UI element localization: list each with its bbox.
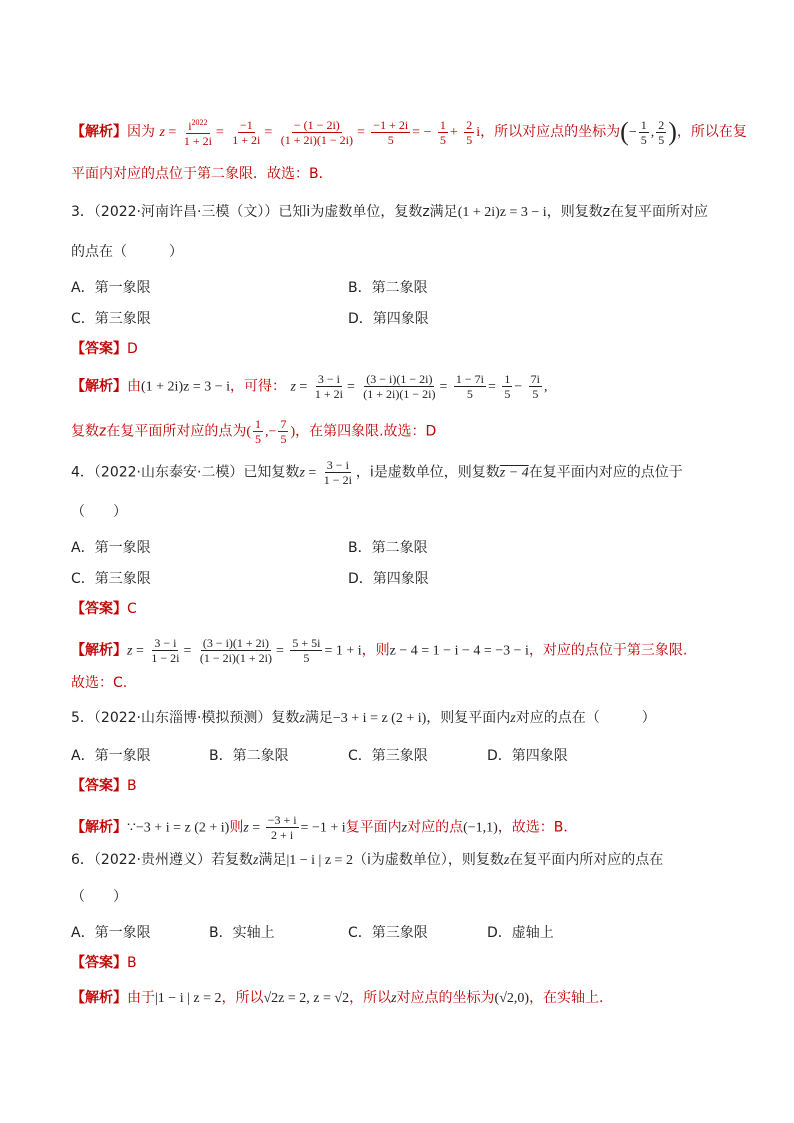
q3-option-b[interactable]: B．第二象限 — [348, 280, 428, 296]
q4-stem: 4．（2022·山东泰安·二模）已知复数z = $\frac{3 - i}{1 - 2i}$ ，i是虚数单位，则复数z − 4在复平面内对应的点位于 — [71, 458, 683, 487]
q4-answer: 【答案】C — [71, 601, 137, 617]
analysis-text: 因为 — [127, 124, 155, 140]
q3-option-d[interactable]: D．第四象限 — [348, 311, 429, 327]
q5-option-d[interactable]: D．第四象限 — [487, 748, 568, 764]
q6-option-b[interactable]: B．实轴上 — [209, 925, 275, 941]
q6-paren: （ ） — [71, 889, 127, 905]
q3-stem-2: 的点在（ ） — [71, 244, 183, 260]
q3-analysis-2: 复数z在复平面所对应的点为( $\frac{1}{5}$ ,− $\frac{7}{5}$ )，在第四象限.故选：D — [71, 417, 437, 446]
q6-analysis: 【解析】由于|1 − i | z = 2，所以√2z = 2, z = √2，所以z对应点的坐标为(√2,0)，在实轴上. — [71, 990, 604, 1006]
analysis-line-2: 平面内对应的点位于第二象限．故选：B． — [71, 166, 333, 182]
q4-analysis: 【解析】z = $\frac{3 - i}{1 - 2i}$ = $\frac{(3 - i)(1 + 2i)}{(1 - 2i)(1 + 2i)}$ = $\frac{5 + 5i}{5}$ = 1 + i，则z − 4 = 1 − i − 4 = −3 − i，对应的点位于第三象限. — [71, 636, 688, 665]
analysis-tag: 【解析】 — [71, 124, 127, 140]
q4-paren: （ ） — [71, 504, 127, 520]
fraction: $\frac{(3 - i)(1 + 2i)}{(1 - 2i)(1 + 2i)}$ — [199, 636, 273, 665]
q5-option-b[interactable]: B．第二象限 — [209, 748, 289, 764]
fraction: $\frac{1}{5}$ — [255, 417, 262, 446]
q5-option-a[interactable]: A．第一象限 — [71, 748, 151, 764]
fraction: $\frac{(3 - i)(1 - 2i)}{(1 + 2i)(1 - 2i)}$ — [363, 372, 436, 401]
q5-option-c[interactable]: C．第三象限 — [348, 748, 428, 764]
fraction: $\frac{1}{5}$ — [640, 117, 647, 147]
fraction: $\frac{3 - i}{1 - 2i}$ — [323, 458, 352, 487]
q4-option-a[interactable]: A．第一象限 — [71, 540, 151, 556]
q5-analysis: 【解析】∵−3 + i = z (2 + i)则z = $\frac{-3 + i}{2 + i}$ = −1 + i复平面内z对应的点(−1,1)，故选：B． — [71, 813, 578, 842]
fraction: $\frac{-3 + i}{2 + i}$ — [267, 813, 297, 842]
q4-option-c[interactable]: C．第三象限 — [71, 571, 151, 587]
q3-stem: 3．（2022·河南许昌·三模（文））已知i为虚数单位，复数z满足(1 + 2i)z = 3 − i，则复数z在复平面所对应 — [71, 204, 709, 220]
q3-option-c[interactable]: C．第三象限 — [71, 311, 151, 327]
q3-analysis: 【解析】由(1 + 2i)z = 3 − i，可得： z = $\frac{3 - i}{1 + 2i}$ = $\frac{(3 - i)(1 - 2i)}{(1 + 2i)(1 - 2i)}$ = $\frac{1 - 7i}{5}$ = $\frac{1}{5}$ − $\frac{7i}{5}$ , — [71, 372, 548, 401]
fraction: $\frac{2}{5}$ — [466, 117, 473, 147]
fraction: $\frac{3 - i}{1 - 2i}$ — [151, 636, 180, 665]
analysis-line-1: 【解析】因为 z = $\frac{i^{2022}}{1 + 2i}$ = $\frac{-1}{1 + 2i}$ = $\frac{- (1 - 2i)}{(1 + 2i)(1 - 2i)}$ = $\frac{-1 + 2i}{5}$ = − $\frac{1}{5}$ + $\frac{2}{5}$ i，所以对应点的坐标为(− $\frac{1}{5}$ , $\frac{2}{5}$ )，所以在复 — [71, 117, 747, 148]
fraction: $\frac{-1 + 2i}{5}$ — [373, 117, 409, 147]
q4-option-b[interactable]: B．第二象限 — [348, 540, 428, 556]
q6-answer: 【答案】B — [71, 955, 137, 971]
fraction: $\frac{7}{5}$ — [280, 417, 287, 446]
q3-answer: 【答案】D — [71, 341, 138, 357]
q5-answer: 【答案】B — [71, 778, 137, 794]
fraction: $\frac{i^{2022}}{1 + 2i}$ — [183, 118, 212, 148]
q6-stem: 6．（2022·贵州遵义）若复数z满足|1 − i | z = 2（i为虚数单位），则复数z在复平面内所对应的点在 — [71, 852, 664, 868]
fraction: $\frac{1}{5}$ — [439, 117, 446, 147]
q6-option-a[interactable]: A．第一象限 — [71, 925, 151, 941]
q4-analysis-2: 故选：C. — [71, 675, 128, 691]
fraction: $\frac{7i}{5}$ — [530, 372, 541, 401]
fraction: $\frac{5 + 5i}{5}$ — [292, 636, 321, 665]
q5-stem: 5．（2022·山东淄博·模拟预测）复数z满足−3 + i = z (2 + i)，则复平面内z对应的点在（ ） — [71, 710, 656, 726]
fraction: $\frac{1}{5}$ — [504, 372, 511, 401]
q6-option-d[interactable]: D．虚轴上 — [487, 925, 554, 941]
q4-option-d[interactable]: D．第四象限 — [348, 571, 429, 587]
q6-option-c[interactable]: C．第三象限 — [348, 925, 428, 941]
fraction: $\frac{2}{5}$ — [658, 117, 665, 147]
fraction: $\frac{1 - 7i}{5}$ — [455, 372, 484, 401]
fraction: $\frac{- (1 - 2i)}{(1 + 2i)(1 - 2i)}$ — [280, 117, 353, 147]
fraction: $\frac{3 - i}{1 + 2i}$ — [314, 372, 343, 401]
q3-option-a[interactable]: A．第一象限 — [71, 280, 151, 296]
fraction: $\frac{-1}{1 + 2i}$ — [232, 117, 261, 147]
